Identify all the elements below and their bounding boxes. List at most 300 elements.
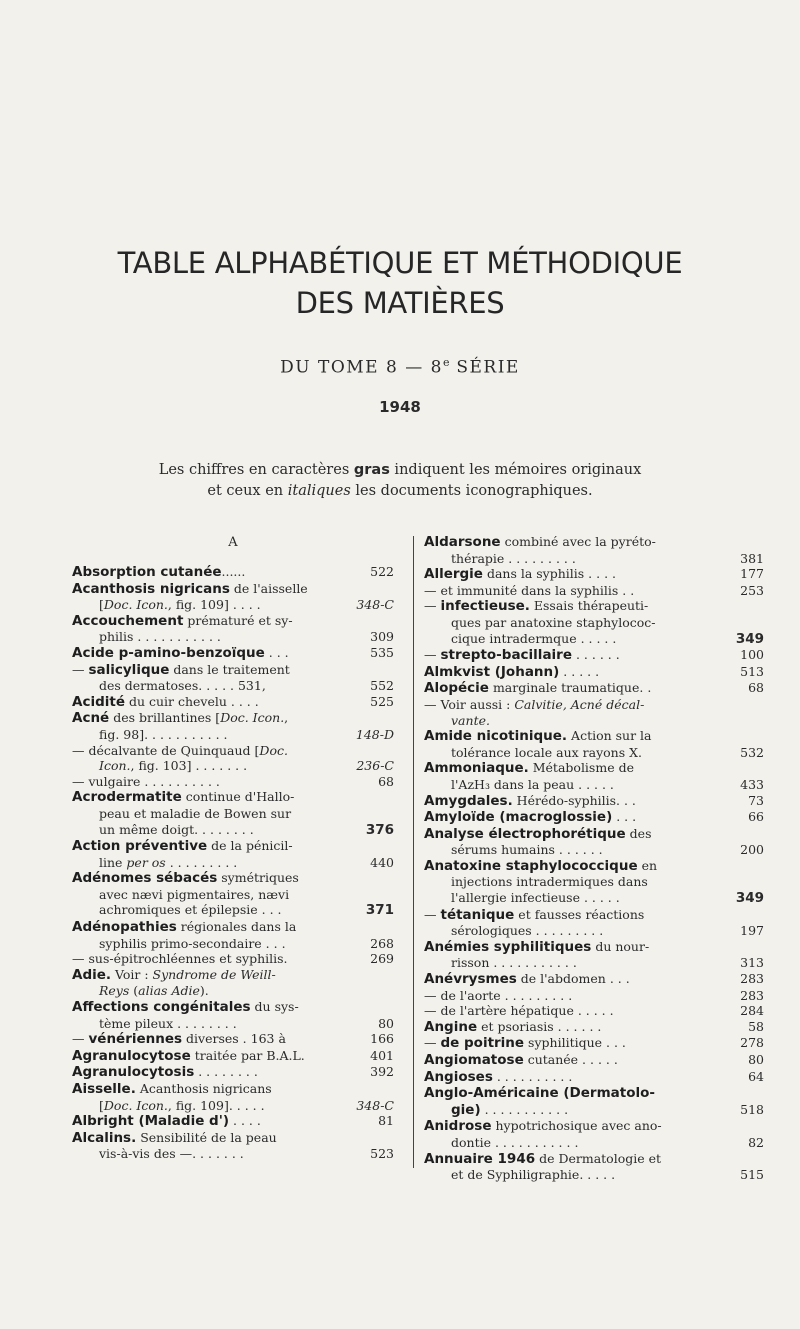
entry-detail: dans le traitement <box>169 661 290 677</box>
entry-detail: Acanthosis nigricans <box>135 1081 272 1096</box>
entry-text <box>72 629 360 645</box>
entry-term: Anatoxine staphylococcique <box>424 857 638 874</box>
index-entry-line <box>424 858 764 875</box>
entry-detail: sérums humains . . . . . . <box>451 842 603 858</box>
page-number: 68 <box>748 680 764 696</box>
entry-text <box>72 1048 360 1065</box>
entry-detail: un même doigt. . . . . . . . <box>99 821 254 837</box>
index-entry <box>424 1085 764 1118</box>
entry-text <box>72 1081 394 1098</box>
entry-term: Action préventive <box>72 838 208 855</box>
entry-detail: ques par anatoxine staphylococ- <box>451 614 656 630</box>
volume-superscript: e <box>442 356 450 369</box>
entry-term: gie) <box>451 1101 481 1118</box>
entry-detail: ). <box>199 983 209 999</box>
page-number: 348-C <box>356 1097 394 1113</box>
index-entry-line <box>72 1130 394 1147</box>
entry-detail: . . . <box>612 809 637 825</box>
entry-detail: du nour- <box>591 938 650 954</box>
note-bold-word: gras <box>353 462 390 478</box>
entry-italic: Doc. <box>259 742 288 758</box>
entry-detail: avec nævi pigmentaires, nævi <box>99 886 290 902</box>
index-entry-line <box>424 583 764 599</box>
entry-term: Annuaire 1946 <box>424 1150 536 1167</box>
entry-text <box>424 923 730 939</box>
index-entry-line <box>72 694 394 711</box>
entry-text <box>424 1118 764 1135</box>
entry-text <box>424 664 730 681</box>
index-entry-line <box>424 615 764 631</box>
entry-detail: tolérance locale aux rayons X. <box>451 744 642 760</box>
entry-term: Absorption cutanée <box>72 564 222 580</box>
entry-detail: Voir : <box>111 966 153 982</box>
page-number: 268 <box>370 935 394 951</box>
entry-detail: . . . . . . . . . . <box>492 1068 573 1084</box>
page-number: 401 <box>370 1047 394 1063</box>
entry-term: strepto-bacillaire <box>440 647 572 664</box>
page-number: 309 <box>370 629 394 645</box>
entry-detail: Essais thérapeuti- <box>529 598 649 614</box>
note-text: indiquent les mémoires originaux <box>389 462 642 478</box>
index-entry-line <box>72 822 394 839</box>
entry-detail: en <box>637 857 658 873</box>
index-entry <box>72 662 394 694</box>
entry-detail: , fig. 109]. . . . . <box>167 1097 265 1113</box>
page-number: 64 <box>748 1068 764 1084</box>
index-entry <box>72 1031 394 1048</box>
index-entry-line <box>72 806 394 822</box>
entry-text <box>72 774 360 790</box>
index-entry-line <box>424 1102 764 1119</box>
entry-detail: régionales dans la <box>176 919 297 935</box>
note-text: Les chiffres en caractères <box>158 462 354 478</box>
index-entry-line <box>424 874 764 890</box>
index-entry <box>424 1003 764 1019</box>
index-entry-line <box>72 855 394 871</box>
entry-term: de poitrine <box>440 1035 525 1052</box>
entry-detail: — <box>424 906 441 922</box>
page-number: 283 <box>740 971 764 987</box>
index-entry-line <box>72 1113 394 1130</box>
index-entry-line <box>424 631 764 648</box>
index-entry-line <box>424 1151 764 1168</box>
page-number: 82 <box>748 1134 764 1150</box>
entry-detail: marginale traumatique. . <box>488 680 652 696</box>
entry-detail: — <box>424 1035 441 1051</box>
index-entry-line <box>424 1035 764 1052</box>
index-entry-line <box>424 728 764 745</box>
index-entry <box>424 680 764 697</box>
index-entry <box>72 967 394 999</box>
index-entry-line <box>424 760 764 777</box>
entry-text <box>72 694 360 711</box>
index-entry-line <box>72 1031 394 1048</box>
entry-text <box>424 777 730 793</box>
index-entry <box>424 907 764 939</box>
entry-text <box>424 955 730 971</box>
entry-text <box>72 1098 350 1114</box>
entry-detail: . . . . . . . . <box>194 1064 258 1080</box>
entry-text <box>424 826 764 843</box>
index-entry <box>72 645 394 662</box>
entry-detail: [ <box>99 1097 104 1113</box>
index-entry <box>424 1019 764 1036</box>
entry-detail: , fig. 109] . . . . <box>167 597 261 613</box>
entry-detail: [ <box>99 597 104 613</box>
entry-detail: et psoriasis . . . . . . <box>477 1018 602 1034</box>
entry-term: Acanthosis nigricans <box>72 580 230 597</box>
index-entry-line <box>72 613 394 630</box>
index-entry <box>424 647 764 664</box>
page-number: 236-C <box>356 758 394 774</box>
entry-term: Anémies syphilitiques <box>424 938 592 955</box>
entry-detail: line <box>99 854 127 870</box>
index-entry <box>72 1048 394 1065</box>
page-number: 278 <box>740 1035 764 1051</box>
page-number: 100 <box>740 647 764 663</box>
entry-italic: Icon. <box>99 758 131 774</box>
left-column <box>72 532 394 1162</box>
index-entry-line <box>424 566 764 583</box>
index-entry <box>72 1130 394 1162</box>
note-italic-word: italiques <box>287 483 351 499</box>
page-number: 381 <box>740 550 764 566</box>
entry-text <box>424 793 730 810</box>
entry-text <box>72 1113 360 1130</box>
index-entry <box>424 826 764 858</box>
entry-text <box>72 564 360 581</box>
entry-text <box>424 615 764 631</box>
page-number: 81 <box>378 1113 394 1129</box>
index-entry-line <box>72 1081 394 1098</box>
entry-term: Affections congénitales <box>72 999 251 1016</box>
page-number: 535 <box>370 644 394 660</box>
entry-term: vénériennes <box>88 1031 183 1048</box>
entry-detail: . . . <box>264 644 289 660</box>
entry-term: tétanique <box>440 906 515 923</box>
page-number: 148-D <box>355 726 394 742</box>
entry-detail: Action sur la <box>567 728 652 744</box>
page-number: 80 <box>378 1015 394 1031</box>
entry-detail: thérapie . . . . . . . . . <box>451 550 576 566</box>
index-entry-line <box>72 887 394 903</box>
index-entry <box>72 774 394 790</box>
entry-detail: Sensibilité de la peau <box>136 1129 277 1145</box>
index-entry <box>72 694 394 711</box>
entry-text <box>424 1069 730 1086</box>
entry-term: Adie. <box>72 966 112 983</box>
page-number: 433 <box>740 776 764 792</box>
entry-italic: alias Adie <box>138 983 200 999</box>
page-number: 552 <box>370 678 394 694</box>
entry-text <box>72 822 360 838</box>
index-entry <box>424 858 764 907</box>
index-entry <box>424 793 764 810</box>
entry-detail: — et immunité dans la syphilis . . <box>424 582 635 598</box>
index-entry <box>424 939 764 971</box>
entry-term: Angiomatose <box>424 1052 524 1068</box>
index-entry-line <box>72 919 394 936</box>
index-entry-line <box>72 564 394 581</box>
page-number: 283 <box>740 987 764 1003</box>
volume-suffix: SÉRIE <box>449 357 520 378</box>
index-entry-line <box>424 551 764 567</box>
entry-text <box>72 581 394 598</box>
index-entry <box>72 789 394 838</box>
entry-text <box>72 838 394 855</box>
page-title-line-2: DES MATIÈRES <box>295 286 505 320</box>
entry-detail: et de Syphiligraphie. . . . . <box>451 1167 616 1183</box>
page-number: 525 <box>370 693 394 709</box>
left-entries <box>72 564 394 1162</box>
entry-term: Angioses <box>424 1068 493 1085</box>
page-number: 515 <box>740 1167 764 1183</box>
entry-text <box>424 680 730 697</box>
entry-text <box>424 631 730 647</box>
entry-text <box>72 758 350 774</box>
entry-text <box>424 1151 764 1168</box>
page-number: 349 <box>735 890 764 907</box>
index-entry-line <box>424 1085 764 1102</box>
entry-term: Adénopathies <box>72 919 177 936</box>
index-entry-line <box>424 988 764 1004</box>
entry-text <box>72 951 360 967</box>
entry-text <box>72 919 394 936</box>
index-entry-line <box>72 1064 394 1081</box>
index-entry <box>72 564 394 581</box>
page-number: 518 <box>740 1101 764 1117</box>
entry-text <box>424 583 730 599</box>
index-entry-line <box>424 955 764 971</box>
entry-detail: des dermatoses. . . . . 531, <box>99 678 266 694</box>
entry-text <box>424 647 730 664</box>
page-number: 532 <box>740 744 764 760</box>
index-entry <box>72 951 394 967</box>
entry-detail: des brillantines [ <box>109 710 221 726</box>
entry-text <box>72 887 394 903</box>
entry-detail: cique intradermque . . . . . <box>451 630 617 646</box>
page-number: 80 <box>748 1052 764 1067</box>
entry-text <box>424 890 730 906</box>
entry-text <box>72 1146 360 1162</box>
index-entry <box>72 743 394 774</box>
index-entry-line <box>72 951 394 967</box>
index-entry-line <box>72 936 394 952</box>
entry-text <box>72 597 350 613</box>
index-entry <box>424 971 764 988</box>
index-entry-line <box>424 1003 764 1019</box>
index-entry-line <box>424 1069 764 1086</box>
entry-term: Aldarsone <box>424 534 501 550</box>
index-entry <box>424 534 764 566</box>
note-text: les documents iconographiques. <box>350 483 593 499</box>
index-entry-line <box>424 1135 764 1151</box>
typography-note <box>0 460 800 502</box>
page-number: 66 <box>748 809 764 825</box>
year: 1948 <box>379 398 421 416</box>
index-entry <box>424 1118 764 1150</box>
entry-term: Anidrose <box>424 1118 492 1135</box>
entry-detail: de l'aisselle <box>229 580 308 596</box>
entry-detail: sérologiques . . . . . . . . . <box>451 923 604 939</box>
entry-detail: . . . . <box>229 1113 261 1129</box>
volume-prefix: DU TOME 8 — 8 <box>280 357 443 378</box>
index-entry <box>72 1081 394 1113</box>
note-line-1 <box>0 460 800 481</box>
entry-italic: Doc. Icon. <box>220 710 285 726</box>
index-entry-line <box>424 598 764 615</box>
entry-text <box>72 983 394 999</box>
entry-detail: des <box>625 825 652 841</box>
entry-text <box>424 1019 730 1036</box>
index-entry-line <box>72 581 394 598</box>
page-number: 348-C <box>356 597 394 613</box>
page-number: 376 <box>365 821 394 838</box>
entry-detail: injections intradermiques dans <box>451 874 648 890</box>
page-title-line-1: TABLE ALPHABÉTIQUE ET MÉTHODIQUE <box>117 246 683 280</box>
page-number: 523 <box>370 1146 394 1162</box>
entry-detail: . . . . . . . . . . . <box>480 1101 569 1117</box>
entry-detail: — sus-épitrochléennes et syphilis. <box>72 951 288 967</box>
entry-text <box>424 697 764 713</box>
entry-detail: philis . . . . . . . . . . . <box>99 629 221 645</box>
entry-term: salicylique <box>88 661 170 678</box>
entry-term: Alopécie <box>424 680 489 697</box>
entry-text <box>424 1135 730 1151</box>
entry-text <box>424 1035 730 1052</box>
entry-term: Angine <box>424 1018 478 1035</box>
entry-detail: continue d'Hallo- <box>181 789 295 805</box>
page-number: 253 <box>740 582 764 598</box>
entry-detail: cutanée . . . . . <box>523 1052 618 1067</box>
index-entry <box>72 1113 394 1130</box>
page-number: 197 <box>740 923 764 939</box>
index-entry <box>424 598 764 647</box>
entry-term: Analyse électrophorétique <box>424 825 626 842</box>
index-entry <box>72 581 394 613</box>
entry-text <box>72 678 360 694</box>
page-number: 166 <box>370 1031 394 1047</box>
entry-detail: — Voir aussi : <box>424 696 515 712</box>
index-entry-line <box>424 939 764 956</box>
entry-detail: symétriques <box>217 870 299 886</box>
index-entry <box>424 697 764 728</box>
index-entry-line <box>424 534 764 551</box>
entry-term: Allergie <box>424 566 483 583</box>
volume-subtitle <box>0 356 800 378</box>
entry-detail: tème pileux . . . . . . . . <box>99 1015 237 1031</box>
entry-detail: . . . . . <box>559 663 600 679</box>
entry-detail: de Dermatologie et <box>535 1150 662 1166</box>
page-number: 522 <box>370 564 394 579</box>
page-number: 371 <box>365 902 394 919</box>
entry-detail: traitée par B.A.L. <box>190 1047 305 1063</box>
entry-detail: , fig. 103] . . . . . . . <box>130 758 248 774</box>
entry-detail: Métabolisme de <box>528 760 634 776</box>
index-entry-line <box>72 838 394 855</box>
entry-detail: syphilis primo-secondaire . . . <box>99 935 286 951</box>
entry-italic: per os <box>126 854 166 870</box>
index-entry-line <box>424 1118 764 1135</box>
entry-italic: Doc. Icon. <box>103 1097 168 1113</box>
entry-text <box>424 760 764 777</box>
note-line-2 <box>0 481 800 502</box>
entry-detail: syphilitique . . . <box>524 1035 626 1051</box>
entry-term: Acrodermatite <box>72 789 182 806</box>
entry-detail: — décalvante de Quinquaud [ <box>72 742 260 758</box>
index-entry-line <box>72 870 394 887</box>
entry-text <box>424 566 730 583</box>
index-entry-line <box>72 983 394 999</box>
index-entry-line <box>424 793 764 810</box>
entry-detail: l'AzH₃ dans la peau . . . . . <box>451 776 614 792</box>
entry-text <box>424 745 730 761</box>
entry-term: Acidité <box>72 693 125 710</box>
entry-text <box>424 939 764 956</box>
right-column <box>424 534 764 1183</box>
entry-term: Acné <box>72 710 110 727</box>
index-entry-line <box>72 967 394 984</box>
index-entry-line <box>72 743 394 759</box>
index-entry-line <box>424 680 764 697</box>
entry-text <box>72 645 360 662</box>
index-entry-line <box>424 907 764 924</box>
entry-text <box>72 806 394 822</box>
index-entry-line <box>72 727 394 743</box>
index-entry <box>424 760 764 792</box>
entry-detail: du sys- <box>250 999 299 1015</box>
index-entry-line <box>72 678 394 694</box>
entry-detail: de la pénicil- <box>207 838 293 854</box>
index-entry-line <box>424 1167 764 1183</box>
entry-text <box>72 1130 394 1147</box>
entry-text <box>424 1003 730 1019</box>
entry-detail: vis-à-vis des —. . . . . . . <box>99 1146 244 1162</box>
entry-detail: l'allergie infectieuse . . . . . <box>451 890 620 906</box>
page-number: 392 <box>370 1064 394 1080</box>
index-entry <box>72 838 394 870</box>
entry-text <box>424 728 764 745</box>
entry-text <box>424 551 730 567</box>
entry-term: Aisselle. <box>72 1081 136 1097</box>
entry-text <box>424 713 764 729</box>
index-entry-line <box>424 826 764 843</box>
entry-text <box>424 809 730 826</box>
entry-text <box>72 1064 360 1081</box>
entry-text <box>424 907 764 924</box>
entry-detail: — <box>72 661 89 677</box>
index-entry <box>72 710 394 742</box>
entry-detail: — de l'aorte . . . . . . . . . <box>424 987 573 1003</box>
entry-detail: — de l'artère hépatique . . . . . <box>424 1003 614 1019</box>
entry-detail: peau et maladie de Bowen sur <box>99 805 292 821</box>
entry-text <box>424 971 730 988</box>
entry-detail: et fausses réactions <box>514 906 645 922</box>
index-entry <box>424 664 764 681</box>
entry-text <box>424 534 764 551</box>
index-entry-line <box>424 971 764 988</box>
page-number: 284 <box>740 1003 764 1019</box>
entry-text <box>72 613 394 630</box>
index-entry-line <box>424 809 764 826</box>
entry-term: Adénomes sébacés <box>72 870 218 887</box>
entry-detail: de l'abdomen . . . <box>516 971 630 987</box>
page-number: 68 <box>378 773 394 789</box>
entry-detail: ( <box>129 983 139 999</box>
entry-text <box>72 999 394 1016</box>
index-entry <box>424 1035 764 1052</box>
entry-detail: dans la syphilis . . . . <box>482 566 616 582</box>
